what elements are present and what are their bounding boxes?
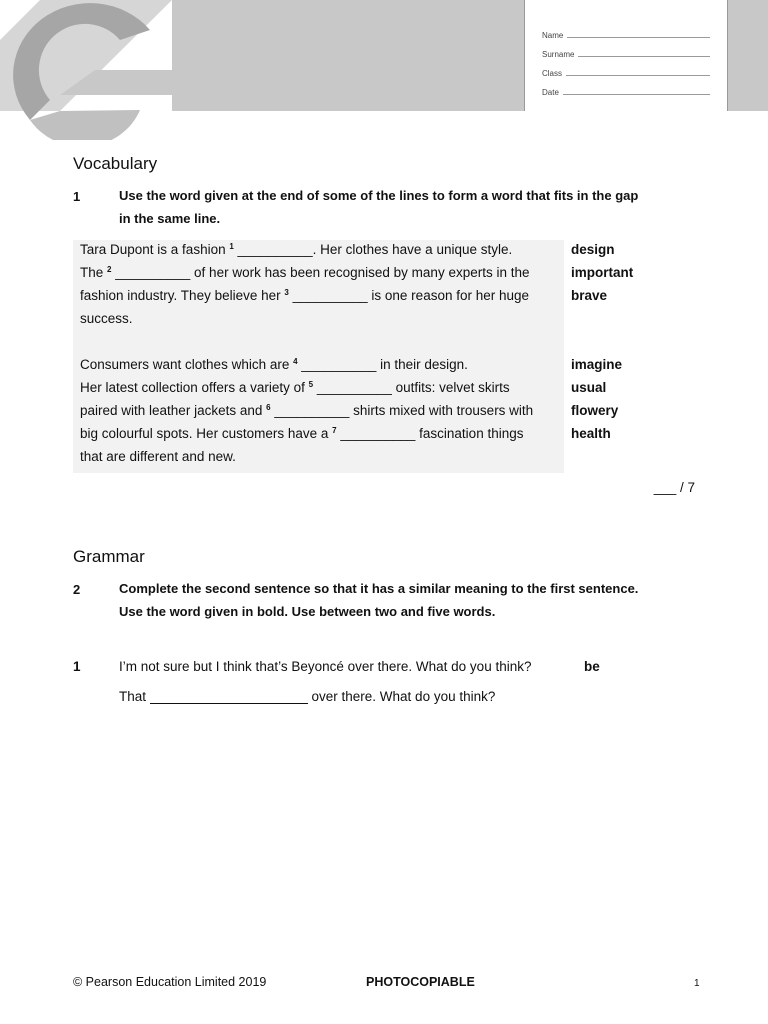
name-label: Name bbox=[542, 31, 564, 40]
answer-prefix: That bbox=[119, 689, 150, 704]
grammar-instruction bbox=[119, 577, 699, 623]
keyword-design: design bbox=[571, 242, 615, 257]
keyword-brave: brave bbox=[571, 288, 608, 303]
keyword-health: health bbox=[571, 426, 611, 441]
answer-suffix: over there. What do you think? bbox=[307, 689, 496, 704]
vocabulary-score[interactable]: ___ / 7 bbox=[653, 480, 695, 495]
gap-7[interactable]: __________ fascination things bbox=[336, 426, 524, 441]
gap-6[interactable]: __________ shirts mixed with trousers with bbox=[270, 403, 534, 418]
gap-2[interactable]: __________ of her work has been recognised by many experts in the bbox=[111, 265, 530, 280]
grammar-item-sentence: I’m not sure but I think that’s Beyoncé over there. What do you think? bbox=[119, 659, 532, 674]
gap-number: 3 bbox=[284, 288, 289, 297]
passage-line: fashion industry. They believe her $^3$ __________ is one reason for her huge bbox=[80, 288, 530, 303]
gap-number: 1 bbox=[229, 242, 234, 251]
gap-4[interactable]: __________ in their design. bbox=[297, 357, 468, 372]
name-field[interactable] bbox=[542, 26, 710, 40]
gap-number: 5 bbox=[308, 380, 314, 389]
header-band-left bbox=[172, 0, 524, 111]
grammar-instruction-line: Use the word given in bold. Use between two and five words. bbox=[119, 604, 496, 619]
grammar-task-number: 2 bbox=[73, 582, 81, 597]
publisher-logo bbox=[0, 0, 172, 140]
answer-gap[interactable] bbox=[150, 689, 308, 704]
keyword-flowery: flowery bbox=[571, 403, 619, 418]
passage-line: paired with leather jackets and $^6$ __________ shirts mixed with trousers with bbox=[80, 403, 534, 418]
surname-field[interactable] bbox=[542, 45, 710, 59]
date-field[interactable] bbox=[542, 83, 710, 97]
class-label: Class bbox=[542, 69, 563, 78]
surname-label: Surname bbox=[542, 50, 575, 59]
vocabulary-title: Vocabulary bbox=[73, 154, 158, 173]
vocabulary-instruction-line: Use the word given at the end of some of the lines to form a word that fits in the gap bbox=[119, 188, 639, 203]
gap-number: 7 bbox=[332, 426, 337, 435]
header-band-right bbox=[727, 0, 768, 111]
gap-1[interactable]: __________. Her clothes have a unique style. bbox=[233, 242, 513, 257]
grammar-title: Grammar bbox=[73, 547, 145, 566]
vocabulary-task-number: 1 bbox=[73, 189, 81, 204]
gap-5[interactable]: __________ outfits: velvet skirts bbox=[313, 380, 510, 395]
gap-number: 6 bbox=[266, 403, 271, 412]
footer-page-number: 1 bbox=[694, 978, 700, 989]
gap-number: 2 bbox=[107, 265, 112, 274]
gap-number: 4 bbox=[293, 357, 298, 366]
date-label: Date bbox=[542, 88, 559, 97]
class-field[interactable] bbox=[542, 64, 710, 78]
grammar-item-keyword: be bbox=[584, 659, 600, 674]
grammar-item-number: 1 bbox=[73, 659, 81, 674]
keyword-usual: usual bbox=[571, 380, 607, 395]
word-formation-passage bbox=[73, 240, 564, 473]
keyword-imagine: imagine bbox=[571, 357, 623, 372]
passage-line: Tara Dupont is a fashion $^1$ __________. Her clothes have a unique style. bbox=[80, 242, 513, 257]
passage-line: success. bbox=[80, 311, 133, 326]
student-details-form bbox=[524, 0, 728, 111]
passage-line: that are different and new. bbox=[80, 449, 236, 464]
vocabulary-instruction bbox=[119, 184, 699, 230]
passage-line: Consumers want clothes which are $^4$ __________ in their design. bbox=[80, 357, 468, 372]
passage-line: Her latest collection offers a variety of $^5$ __________ outfits: velvet skirts bbox=[80, 380, 510, 395]
grammar-item-answer bbox=[119, 689, 495, 704]
vocabulary-instruction-line: in the same line. bbox=[119, 211, 221, 226]
passage-line: big colourful spots. Her customers have a $^7$ __________ fascination things bbox=[80, 426, 524, 441]
gap-3[interactable]: __________ is one reason for her huge bbox=[288, 288, 530, 303]
grammar-instruction-line: Complete the second sentence so that it has a similar meaning to the first sentence. bbox=[119, 581, 639, 596]
footer-photocopiable: PHOTOCOPIABLE bbox=[366, 975, 475, 989]
footer-copyright: © Pearson Education Limited 2019 bbox=[73, 975, 267, 989]
passage-line: The $^2$ __________ of her work has been recognised by many experts in the bbox=[80, 265, 530, 280]
keyword-important: important bbox=[571, 265, 634, 280]
